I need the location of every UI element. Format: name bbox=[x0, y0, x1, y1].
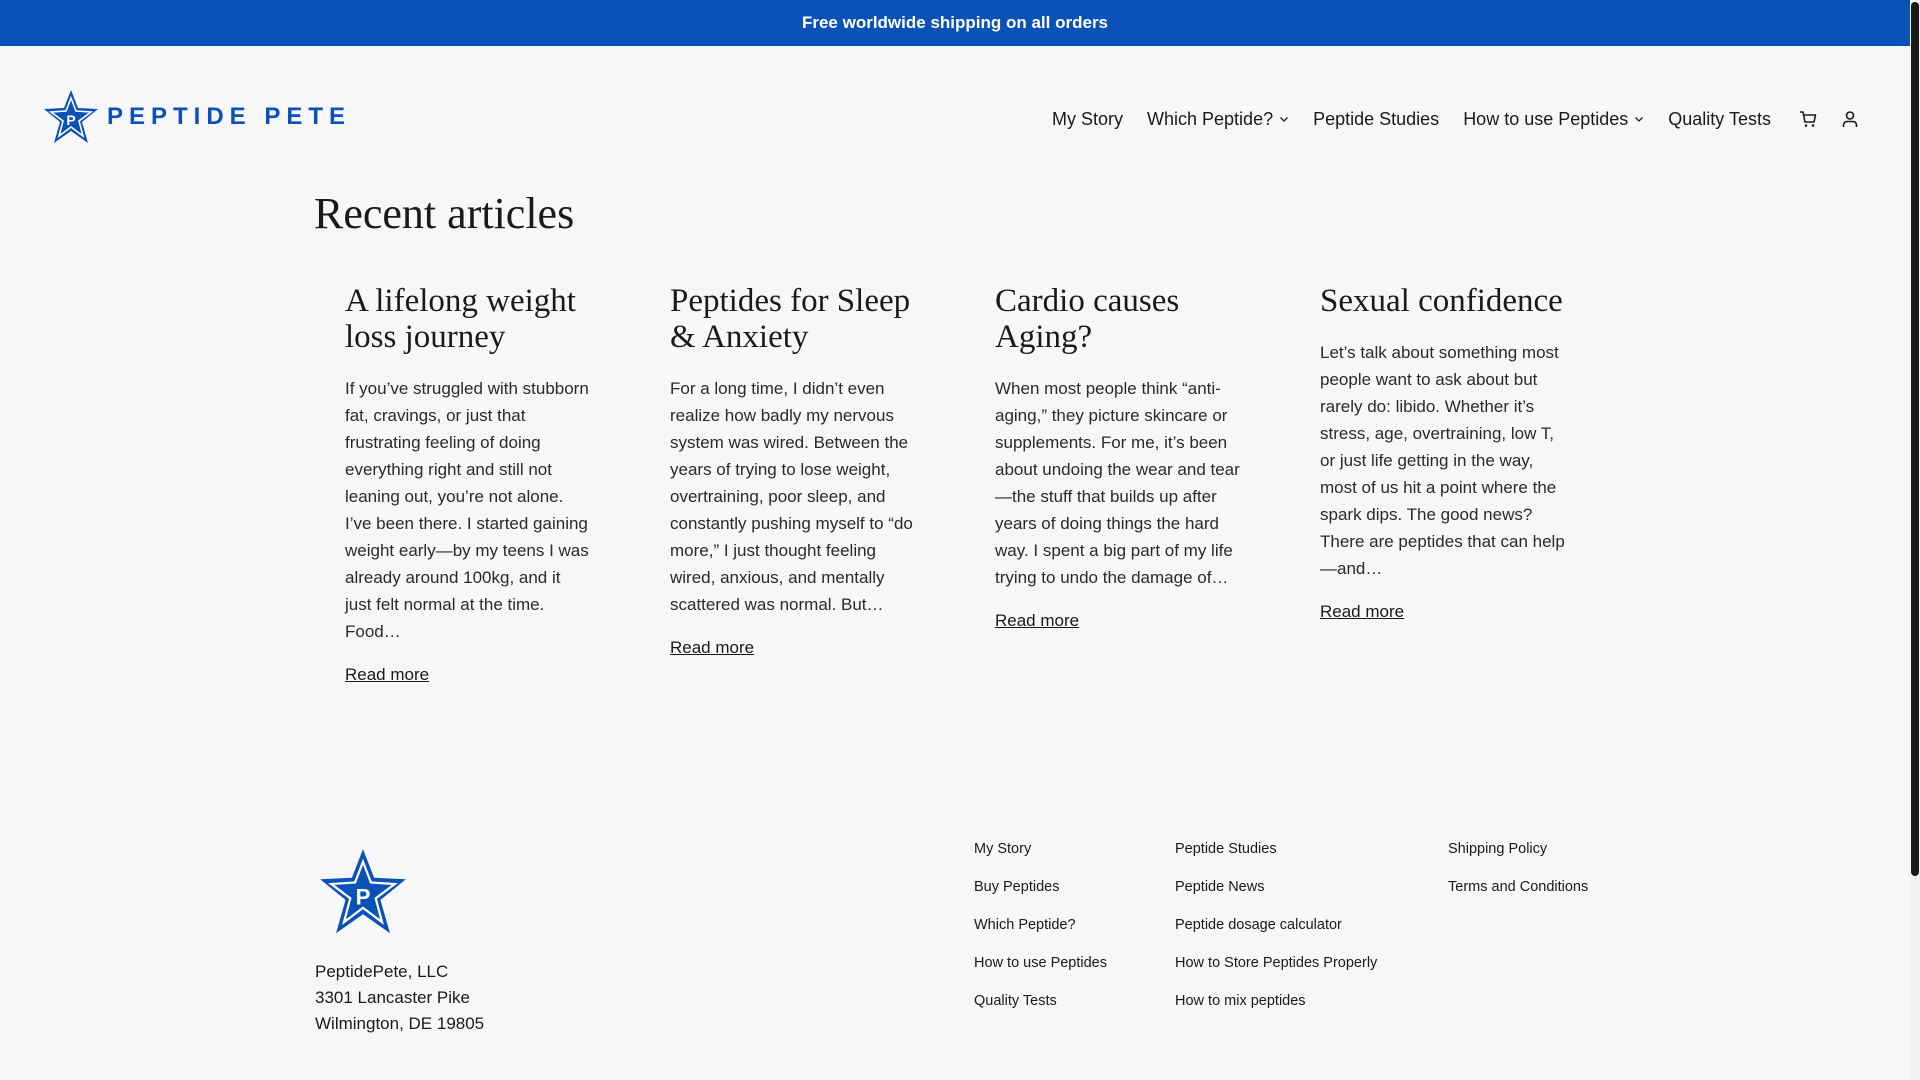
footer-column bbox=[1448, 840, 1588, 916]
nav-how-to-use-label: How to use Peptides bbox=[1463, 108, 1629, 129]
nav-quality-tests[interactable] bbox=[1668, 109, 1771, 130]
nav-peptide-studies[interactable] bbox=[1313, 109, 1439, 130]
article-excerpt: When most people think “anti-aging,” they picture skincare or supplements. For me, it’s been about undoing the wear and tear—the stuff that builds up after years of doing things the hard way. I spent a big part of my life trying to undo the damage of… bbox=[995, 379, 1240, 587]
footer-link[interactable]: Buy Peptides bbox=[974, 879, 1060, 895]
footer-link[interactable]: How to use Peptides bbox=[974, 955, 1107, 971]
footer-column bbox=[974, 840, 1107, 1030]
cart-button[interactable] bbox=[1797, 108, 1819, 130]
section-title: Recent articles bbox=[314, 189, 575, 238]
chevron-down-icon bbox=[1634, 114, 1644, 124]
nav-peptide-studies-label: Peptide Studies bbox=[1313, 108, 1440, 129]
site-logo[interactable] bbox=[41, 88, 351, 146]
address-line: Wilmington, DE 19805 bbox=[315, 1014, 485, 1033]
account-button[interactable] bbox=[1839, 108, 1861, 130]
main-navigation bbox=[1028, 108, 1861, 130]
chevron-down-icon bbox=[1279, 114, 1289, 124]
account-icon bbox=[1840, 109, 1860, 129]
company-address bbox=[315, 959, 484, 1037]
cart-icon bbox=[1798, 109, 1818, 129]
article-excerpt: For a long time, I didn’t even realize how badly my nervous system was wired. Between the years of trying to lose weight, overtraining, poor sleep, and constantly pushing myself to “do more,” I just thought feeling wired, anxious, and mentally scattered was normal. But… bbox=[670, 379, 913, 614]
logo-letter: P bbox=[66, 112, 76, 128]
article-title[interactable]: A lifelong weight loss journey bbox=[345, 283, 576, 355]
article-excerpt: If you’ve struggled with stubborn fat, cravings, or just that frustrating feeling of doing everything right and still not leaning out, you’re not alone. I’ve been there. I started gaining weight early—by my teens I was already around 100kg, and it just felt normal at the time. Food… bbox=[345, 379, 589, 641]
site-header bbox=[0, 46, 1910, 191]
footer-logo[interactable] bbox=[315, 846, 411, 943]
footer-link[interactable]: Terms and Conditions bbox=[1448, 879, 1589, 895]
footer-link[interactable]: Shipping Policy bbox=[1448, 841, 1548, 857]
announcement-bar bbox=[0, 0, 1910, 46]
address-line: PeptidePete, LLC bbox=[315, 962, 449, 981]
footer-link[interactable]: How to Store Peptides Properly bbox=[1175, 955, 1378, 971]
nav-my-story[interactable] bbox=[1052, 109, 1123, 130]
read-more-link[interactable]: Read more bbox=[670, 638, 755, 657]
footer-link[interactable]: Peptide News bbox=[1175, 879, 1265, 895]
footer-link[interactable]: Peptide dosage calculator bbox=[1175, 917, 1342, 933]
footer-logo-letter: P bbox=[355, 884, 371, 910]
article-card bbox=[1320, 283, 1565, 685]
star-logo-icon bbox=[41, 88, 101, 146]
article-title[interactable]: Sexual confidence bbox=[1320, 283, 1563, 319]
articles-grid bbox=[345, 283, 1645, 685]
site-footer bbox=[0, 840, 1910, 1080]
read-more-link[interactable]: Read more bbox=[345, 665, 430, 684]
footer-link[interactable]: How to mix peptides bbox=[1175, 993, 1306, 1009]
nav-my-story-label: My Story bbox=[1052, 108, 1124, 129]
read-more-link[interactable]: Read more bbox=[995, 611, 1080, 630]
address-line: 3301 Lancaster Pike bbox=[315, 988, 470, 1007]
article-card bbox=[995, 283, 1240, 685]
nav-quality-tests-label: Quality Tests bbox=[1668, 108, 1771, 129]
article-card bbox=[670, 283, 915, 685]
article-title[interactable]: Cardio causes Aging? bbox=[995, 283, 1180, 355]
footer-link[interactable]: Which Peptide? bbox=[974, 917, 1076, 933]
nav-which-peptide[interactable] bbox=[1147, 109, 1289, 130]
footer-column bbox=[1175, 840, 1377, 1030]
article-title[interactable]: Peptides for Sleep & Anxiety bbox=[670, 283, 911, 355]
footer-link[interactable]: Quality Tests bbox=[974, 993, 1057, 1009]
scrollbar-thumb[interactable] bbox=[1911, 2, 1919, 876]
read-more-link[interactable]: Read more bbox=[1320, 602, 1405, 621]
footer-link[interactable]: Peptide Studies bbox=[1175, 841, 1277, 857]
announcement-text: Free worldwide shipping on all orders bbox=[801, 13, 1109, 32]
logo-text: PEPTIDE PETE bbox=[107, 103, 352, 130]
star-logo-icon bbox=[315, 846, 411, 938]
footer-link[interactable]: My Story bbox=[974, 841, 1032, 857]
article-excerpt: Let’s talk about something most people want to ask about but rarely do: libido. Whether it’s stress, age, overtraining, low T, or just life getting in the way, most of us hit a point where the spark dips. The good news? There are peptides that can help—and… bbox=[1320, 343, 1565, 578]
nav-how-to-use[interactable] bbox=[1463, 109, 1644, 130]
scrollbar-track[interactable] bbox=[1910, 0, 1920, 1080]
article-card bbox=[345, 283, 590, 685]
nav-which-peptide-label: Which Peptide? bbox=[1147, 108, 1274, 129]
